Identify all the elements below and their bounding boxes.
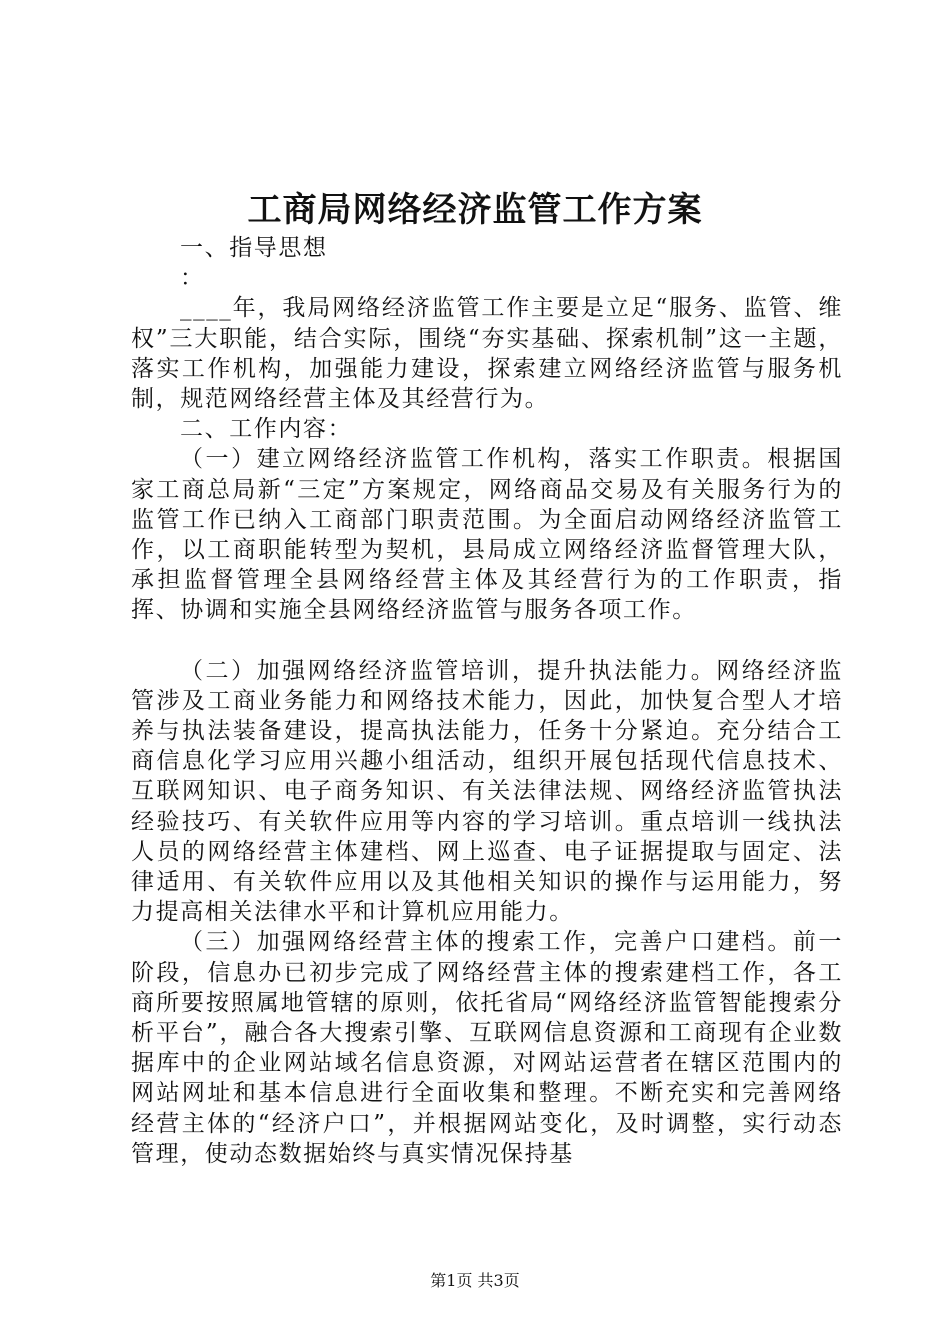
section-2-paragraph-3: （三）加强网络经营主体的搜索工作，完善户口建档。前一阶段，信息办已初步完成了网络经营主体的搜索建档工作，各工商所要按照属地管辖的原则，依托省局“网络经济监管智能搜索分析平台”，融合各大搜索引擎、互联网信息资源和工商现有企业数据库中的企业网站域名信息资源，对网站运营者在辖区范围内的网站网址和基本信息进行全面收集和整理。不断充实和完善网络经营主体的“经济户口”，并根据网站变化，及时调整，实行动态管理，使动态数据始终与真实情况保持基 (131, 929, 843, 1167)
document-body (131, 233, 843, 1169)
section-1-colon: ： (180, 265, 205, 292)
section-1-heading: 一、指导思想 (180, 235, 328, 261)
section-2-paragraph-1: （一）建立网络经济监管工作机构，落实工作职责。根据国家工商总局新“三定”方案规定，网络商品交易及有关服务行为的监管工作已纳入工商部门职责范围。为全面启动网络经济监管工作，以工商职能转型为契机，县局成立网络经济监督管理大队，承担监督管理全县网络经营主体及其经营行为的工作职责，指挥、协调和实施全县网络经济监管与服务各项工作。 (131, 446, 843, 624)
section-2-paragraph-2: （二）加强网络经济监管培训，提升执法能力。网络经济监管涉及工商业务能力和网络技术能力，因此，加快复合型人才培养与执法装备建设，提高执法能力，任务十分紧迫。充分结合工商信息化学习应用兴趣小组活动，组织开展包括现代信息技术、互联网知识、电子商务知识、有关法律法规、网络经济监管执法经验技巧、有关软件应用等内容的学习培训。重点培训一线执法人员的网络经营主体建档、网上巡查、电子证据提取与固定、法律适用、有关软件应用以及其他相关知识的操作与运用能力，努力提高相关法律水平和计算机应用能力。 (131, 657, 843, 926)
section-1-paragraph: ____年，我局网络经济监管工作主要是立足“服务、监管、维权”三大职能，结合实际，围绕“夯实基础、探索机制”这一主题，落实工作机构，加强能力建设，探索建立网络经济监管与服务机制，规范网络经营主体及其经营行为。 (131, 295, 843, 413)
document-title: 工商局网络经济监管工作方案 (247, 190, 703, 230)
section-2-heading: 二、工作内容： (180, 416, 353, 443)
page-number-footer: 第1页 共3页 (430, 1271, 520, 1290)
paragraph-gap (131, 626, 843, 656)
